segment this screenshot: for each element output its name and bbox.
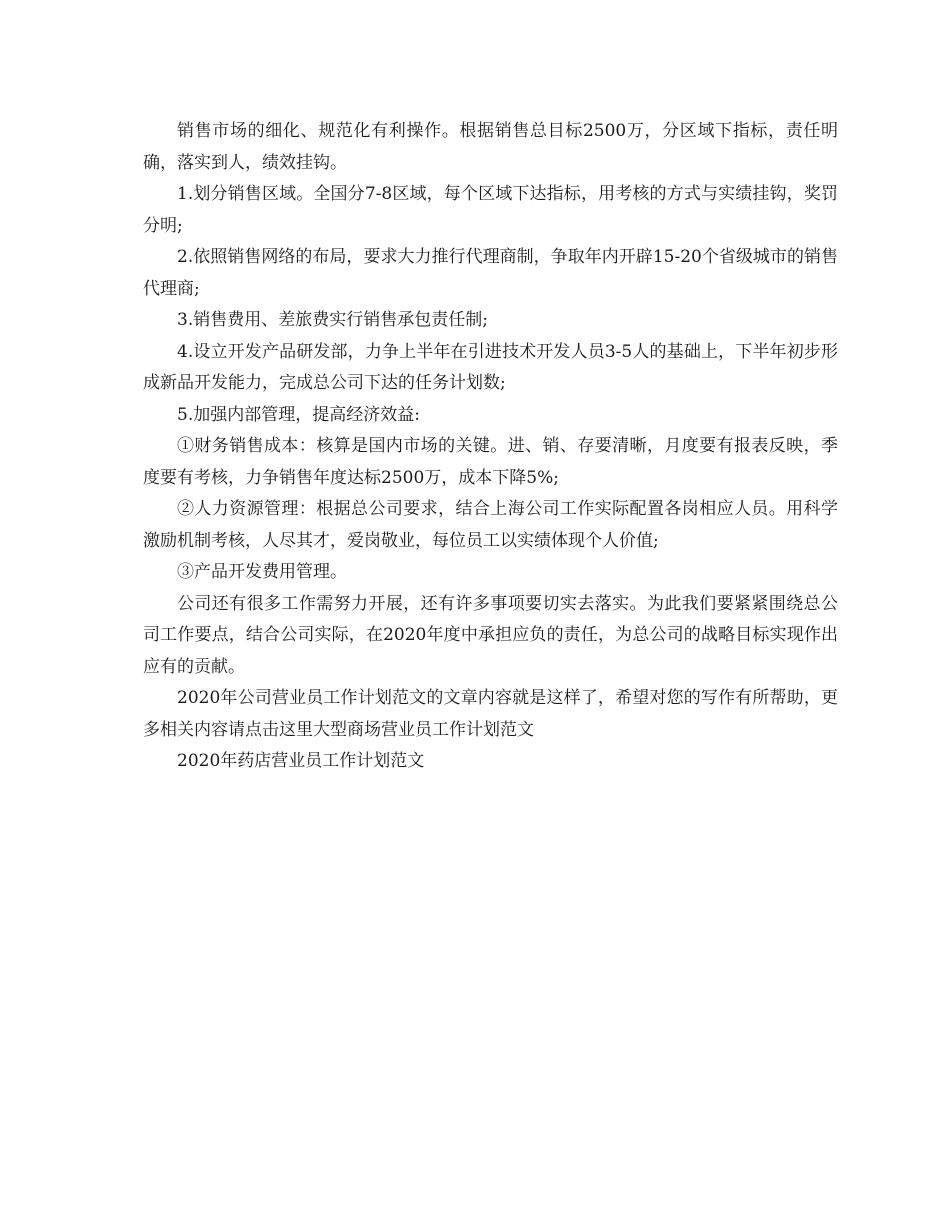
paragraph-item-5-management: 5.加强内部管理，提高经济效益:	[177, 404, 420, 425]
paragraph-related-title: 2020年药店营业员工作计划范文	[177, 751, 425, 771]
paragraph-subitem-product-cost: ③产品开发费用管理。	[177, 562, 347, 582]
paragraph-conclusion: 公司还有很多工作需努力开展，还有许多事项要切实去落实。为此我们要紧紧围绕总公司工作要点，结合公司实际，在2020年度中承担应负的责任，为总公司的战略目标实现作出应有的贡献。	[143, 593, 838, 677]
paragraph-sales-targets: 销售市场的细化、规范化有利操作。根据销售总目标2500万，分区域下指标，责任明确，落实到人，绩效挂钩。	[143, 121, 838, 173]
paragraph-related-link: 2020年公司营业员工作计划范文的文章内容就是这样了，希望对您的写作有所帮助，更多相关内容请点击这里大型商场营业员工作计划范文	[143, 688, 838, 740]
document-body	[143, 116, 838, 778]
paragraph-subitem-hr: ②人力资源管理：根据总公司要求，结合上海公司工作实际配置各岗相应人员。用科学激励机制考核，人尽其才，爱岗敬业，每位员工以实绩体现个人价值;	[143, 499, 838, 551]
paragraph-item-2-agents: 2.依照销售网络的布局，要求大力推行代理商制，争取年内开辟15-20个省级城市的销售代理商;	[143, 247, 838, 299]
paragraph-item-3-costs: 3.销售费用、差旅费实行销售承包责任制;	[177, 310, 488, 330]
paragraph-item-4-rnd: 4.设立开发产品研发部，力争上半年在引进技术开发人员3-5人的基础上，下半年初步形成新品开发能力，完成总公司下达的任务计划数;	[143, 341, 838, 393]
paragraph-subitem-finance: ①财务销售成本：核算是国内市场的关键。进、销、存要清晰，月度要有报表反映，季度要有考核，力争销售年度达标2500万，成本下降5%;	[143, 436, 838, 488]
paragraph-item-1-regions: 1.划分销售区域。全国分7-8区域，每个区域下达指标，用考核的方式与实绩挂钩，奖罚分明;	[143, 184, 838, 236]
